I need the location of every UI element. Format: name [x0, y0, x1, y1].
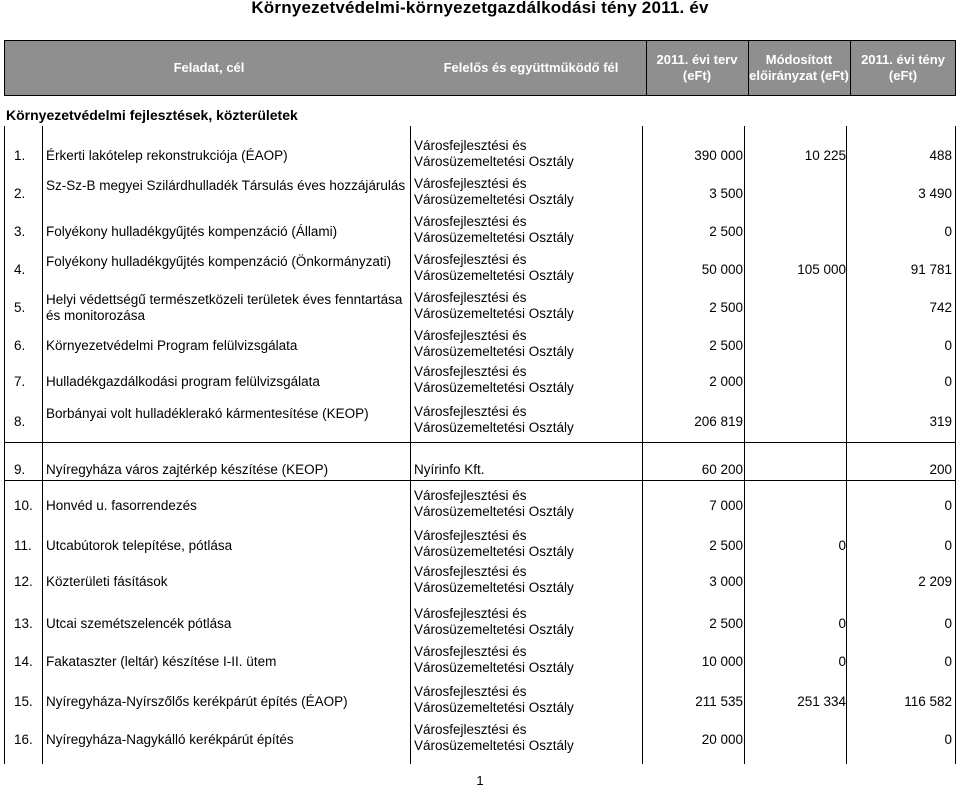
plan-cell: 10 000	[701, 654, 743, 669]
task-cell: Folyékony hulladékgyűjtés kompenzáció (Állami)	[46, 224, 338, 239]
page-number: 1	[476, 773, 484, 788]
actual-cell: 0	[944, 654, 952, 669]
task-cell: Fakataszter (leltár) készítése I-II. ütem	[46, 654, 277, 669]
row-number: 4.	[14, 262, 26, 277]
actual-cell: 0	[944, 374, 952, 389]
actual-cell: 200	[929, 462, 952, 477]
modified-cell: 0	[838, 654, 846, 669]
actual-cell: 0	[944, 616, 952, 631]
table-row	[0, 720, 960, 758]
plan-cell: 60 200	[701, 462, 743, 477]
responsible-cell: Városfejlesztési és Városüzemeltetési Osztály	[414, 176, 574, 207]
plan-cell: 211 535	[695, 694, 743, 709]
task-cell: Közterületi fásítások	[46, 574, 168, 589]
plan-cell: 206 819	[694, 414, 743, 429]
row-number: 12.	[14, 574, 33, 589]
section-heading: Környezetvédelmi fejlesztések, közterületek	[6, 107, 298, 123]
plan-cell: 50 000	[701, 262, 743, 277]
table-row	[0, 362, 960, 400]
table-row	[0, 174, 960, 212]
row-number: 2.	[14, 186, 26, 201]
task-cell: Érkerti lakótelep rekonstrukciója (ÉAOP)	[46, 148, 288, 163]
responsible-cell: Nyírinfo Kft.	[414, 462, 485, 477]
task-cell: Folyékony hulladékgyűjtés kompenzáció (Önkormányzati)	[46, 254, 392, 269]
row-number: 11.	[14, 538, 32, 553]
responsible-cell: Városfejlesztési és Városüzemeltetési Osztály	[414, 138, 574, 169]
table-row	[0, 642, 960, 680]
plan-cell: 2 500	[709, 338, 743, 353]
actual-cell: 0	[944, 732, 952, 747]
responsible-cell: Városfejlesztési és Városüzemeltetési Osztály	[414, 684, 574, 715]
responsible-cell: Városfejlesztési és Városüzemeltetési Osztály	[414, 528, 574, 559]
actual-cell: 0	[944, 498, 952, 513]
header-responsible: Felelős és együttműködő fél	[443, 60, 619, 75]
header-plan: 2011. évi terv (eFt)	[656, 52, 738, 83]
row-number: 8.	[14, 414, 26, 429]
table-row	[0, 212, 960, 250]
task-cell: Utcai szemétszelencék pótlása	[46, 616, 232, 631]
row-number: 1.	[14, 148, 26, 163]
table-row	[0, 136, 960, 174]
actual-cell: 91 781	[910, 262, 952, 277]
row-number: 16.	[14, 732, 33, 747]
modified-cell: 0	[838, 538, 846, 553]
table-row	[0, 450, 960, 488]
actual-cell: 488	[929, 148, 952, 163]
table-row	[0, 682, 960, 720]
table-row	[0, 402, 960, 440]
table-row	[0, 562, 960, 600]
task-cell: Hulladékgazdálkodási program felülvizsgálata	[46, 374, 320, 389]
plan-cell: 2 000	[709, 374, 743, 389]
responsible-cell: Városfejlesztési és Városüzemeltetési Osztály	[414, 644, 574, 675]
task-cell: Nyíregyháza-Nyírszőlős kerékpárút építés (ÉAOP)	[46, 694, 348, 709]
row-number: 9.	[14, 462, 26, 477]
plan-cell: 20 000	[701, 732, 743, 747]
plan-cell: 3 000	[709, 574, 743, 589]
plan-cell: 390 000	[694, 148, 743, 163]
row-number: 5.	[14, 300, 26, 315]
responsible-cell: Városfejlesztési és Városüzemeltetési Osztály	[414, 606, 574, 637]
responsible-cell: Városfejlesztési és Városüzemeltetési Osztály	[414, 252, 574, 283]
plan-cell: 7 000	[709, 498, 743, 513]
plan-cell: 2 500	[709, 538, 743, 553]
responsible-cell: Városfejlesztési és Városüzemeltetési Osztály	[414, 214, 574, 245]
row-number: 6.	[14, 338, 26, 353]
plan-cell: 2 500	[709, 300, 743, 315]
table-header	[4, 40, 956, 96]
modified-cell: 0	[838, 616, 846, 631]
responsible-cell: Városfejlesztési és Városüzemeltetési Osztály	[414, 564, 574, 595]
table-row	[0, 526, 960, 564]
actual-cell: 2 209	[918, 574, 952, 589]
responsible-cell: Városfejlesztési és Városüzemeltetési Osztály	[414, 488, 574, 519]
plan-cell: 2 500	[709, 616, 743, 631]
plan-cell: 3 500	[709, 186, 743, 201]
responsible-cell: Városfejlesztési és Városüzemeltetési Osztály	[414, 328, 574, 359]
task-cell: Utcabútorok telepítése, pótlása	[46, 538, 233, 553]
actual-cell: 0	[944, 224, 952, 239]
task-cell: Környezetvédelmi Program felülvizsgálata	[46, 338, 298, 353]
actual-cell: 319	[929, 414, 952, 429]
modified-cell: 10 225	[804, 148, 846, 163]
modified-cell: 251 334	[797, 694, 846, 709]
actual-cell: 3 490	[918, 186, 952, 201]
header-actual: 2011. évi tény (eFt)	[861, 52, 945, 83]
actual-cell: 0	[944, 538, 952, 553]
task-cell: Nyíregyháza város zajtérkép készítése (KEOP)	[46, 462, 329, 477]
plan-cell: 2 500	[709, 224, 743, 239]
table-row	[0, 250, 960, 288]
row-number: 15.	[14, 694, 33, 709]
table-row	[0, 486, 960, 524]
actual-cell: 742	[929, 300, 952, 315]
responsible-cell: Városfejlesztési és Városüzemeltetési Osztály	[414, 364, 574, 395]
task-cell: Nyíregyháza-Nagykálló kerékpárút építés	[46, 732, 294, 747]
responsible-cell: Városfejlesztési és Városüzemeltetési Osztály	[414, 404, 574, 435]
task-cell: Helyi védettségű természetközeli területek éves fenntartása és monitorozása	[46, 292, 403, 323]
row-number: 13.	[14, 616, 33, 631]
row-number: 3.	[14, 224, 26, 239]
modified-cell: 105 000	[797, 262, 846, 277]
header-task: Feladat, cél	[173, 60, 245, 75]
table-row	[0, 288, 960, 326]
table-row	[0, 604, 960, 642]
task-cell: Sz-Sz-B megyei Szilárdhulladék Társulás éves hozzájárulás	[46, 178, 406, 193]
header-modified: Módosított előirányzat (eFt)	[749, 52, 849, 83]
task-cell: Honvéd u. fasorrendezés	[46, 498, 197, 513]
row-number: 14.	[14, 654, 33, 669]
task-cell: Borbányai volt hulladéklerakó kármentesítése (KEOP)	[46, 406, 369, 421]
row-number: 10.	[14, 498, 33, 513]
responsible-cell: Városfejlesztési és Városüzemeltetési Osztály	[414, 290, 574, 321]
responsible-cell: Városfejlesztési és Városüzemeltetési Osztály	[414, 722, 574, 753]
actual-cell: 116 582	[904, 694, 952, 709]
table-row	[0, 326, 960, 364]
page-title: Környezetvédelmi-környezetgazdálkodási tény 2011. év	[251, 0, 709, 17]
actual-cell: 0	[944, 338, 952, 353]
row-number: 7.	[14, 374, 26, 389]
